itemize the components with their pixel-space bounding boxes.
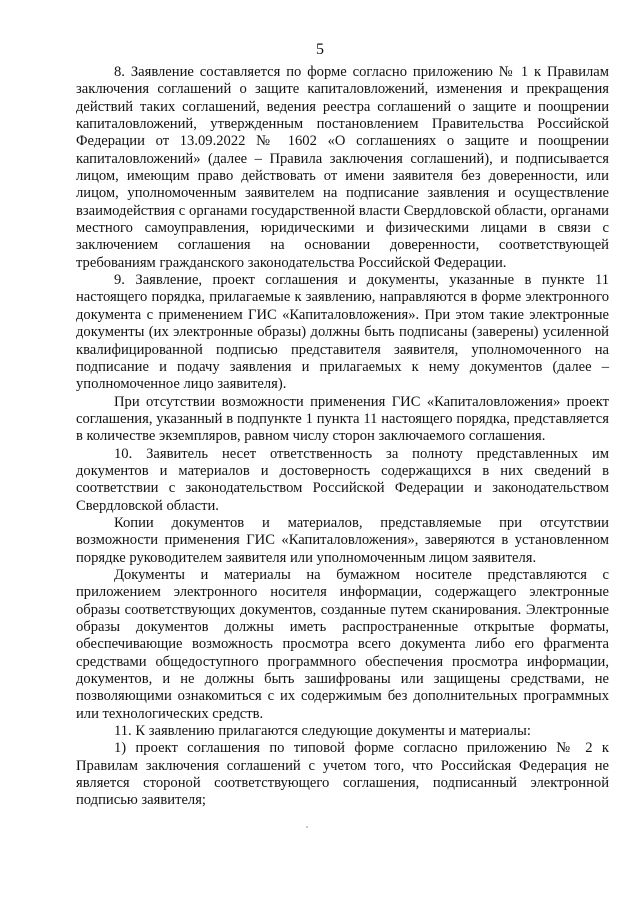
paragraph-10-copies: Копии документов и материалов, представляемые при отсутствии возможности применения ГИС «Капиталовложения», заверяются в установленном порядке руководителем заявителя или уполномоченным лицом заявителя. [76, 514, 609, 566]
paragraph-10: 10. Заявитель несет ответственность за полноту представленных им документов и материалов и достоверность содержащихся в них сведений в соответствии с законодательством Российской Федерации и законодательством Свердловской области. [76, 445, 609, 514]
document-body [76, 64, 609, 810]
paragraph-11: 11. К заявлению прилагаются следующие документы и материалы: [114, 723, 531, 740]
page-number: 5 [316, 41, 324, 58]
paragraph-9-note: При отсутствии возможности применения ГИС «Капиталовложения» проект соглашения, указанный в подпункте 1 пункта 11 настоящего порядка, представляется в количестве экземпляров, равном числу сторон заключаемого соглашения. [76, 393, 609, 445]
scan-dot [306, 826, 308, 828]
paragraph-11-item-1: 1) проект соглашения по типовой форме согласно приложению № 2 к Правилам заключения соглашений с учетом того, что Российская Федерация не является стороной соответствующего соглашения, подписанный электронной подписью заявителя; [76, 740, 609, 809]
paragraph-8: 8. Заявление составляется по форме согласно приложению № 1 к Правилам заключения соглашений о защите капиталовложений, изменения и прекращения действий таких соглашений, ведения реестра соглашений о защите и поощрении капиталовложений, утвержденным постановлением Правительства Российской Федерации от 13.09.2022 № 1602 «О соглашениях о защите и поощрении капиталовложений» (далее – Правила заключения соглашений), и подписывается лицом, имеющим право действовать от имени заявителя без доверенности, или лицом, уполномоченным заявителем на подписание заявления и осуществление взаимодействия с органами государственной власти Свердловской области, органами местного самоуправления, юридическими и физическими лицами в связи с заключением соглашения на основании доверенности, соответствующей требованиям гражданского законодательства Российской Федерации. [76, 64, 609, 271]
paragraph-9: 9. Заявление, проект соглашения и документы, указанные в пункте 11 настоящего порядка, прилагаемые к заявлению, направляются в форме электронного документа с применением ГИС «Капиталовложения». При этом такие электронные документы (их электронные образы) должны быть подписаны (заверены) усиленной квалифицированной подписью представителя заявителя, уполномоченного на подписание и подачу заявления и прилагаемых к нему документов (далее – уполномоченное лицо заявителя). [76, 272, 609, 393]
paragraph-10-paper-documents: Документы и материалы на бумажном носителе представляются с приложением электронного носителя информации, содержащего электронные образы соответствующих документов, созданные путем сканирования. Электронные образы документов должны иметь распространенные открытые форматы, обеспечивающие возможность просмотра всего документа либо его фрагмента средствами общедоступного программного обеспечения просмотра информации, документов, и не должны быть зашифрованы или защищены средствами, не позволяющими ознакомиться с их содержимым без дополнительных программных или технологических средств. [76, 566, 609, 722]
